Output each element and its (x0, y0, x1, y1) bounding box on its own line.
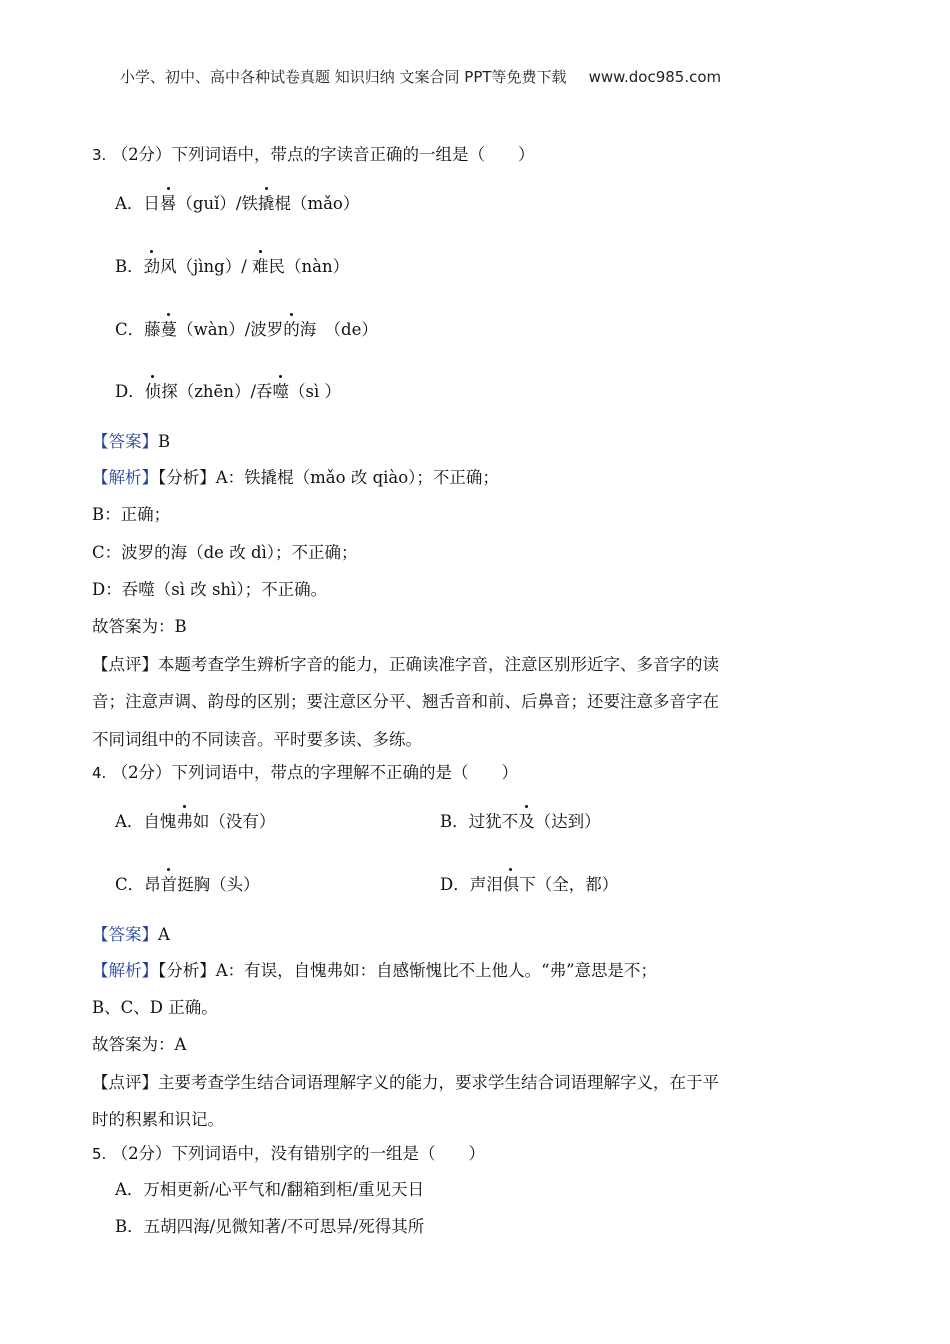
q3-answer: 【答案】B (92, 432, 171, 451)
q3-comment-3: 不同词组中的不同读音。平时要多读、多练。 (92, 730, 422, 749)
q4-analysis-1: 【解析】【分析】A：有误，自愧弗如：自感惭愧比不上他人。“弗”意思是不； (92, 961, 658, 980)
q3-comment-1: 【点评】本题考查学生辨析字音的能力，正确读准字音，注意区别形近字、多音字的读 (92, 655, 719, 674)
q3-option-c: C．藤蔓（wàn）/波罗的海 （de） (115, 318, 378, 342)
q3-option-a: A．日晷（guǐ）/铁撬棍（mǎo） (115, 192, 359, 216)
q3-analysis-1: 【解析】【分析】A：铁撬棍（mǎo 改 qiào）；不正确； (92, 468, 499, 487)
q4-comment-1: 【点评】主要考查学生结合词语理解字义的能力，要求学生结合词语理解字义，在于平 (92, 1073, 719, 1092)
q4-final: 故答案为：A (92, 1035, 187, 1054)
q4-stem: 4. （2分）下列词语中，带点的字理解不正确的是（ ） (92, 763, 519, 782)
q3-analysis-4: D：吞噬（sì 改 shì）；不正确。 (92, 580, 328, 599)
q3-comment-2: 音；注意声调、韵母的区别；要注意区分平、翘舌音和前、后鼻音；还要注意多音字在 (92, 692, 719, 711)
header-site[interactable]: www.doc985.com (588, 68, 722, 86)
q3-stem: 3. （2分）下列词语中，带点的字读音正确的一组是（ ） (92, 145, 535, 164)
q4-option-b: B．过犹不及（达到） (440, 810, 601, 834)
q4-option-d: D．声泪俱下（全，都） (440, 873, 618, 897)
q5-stem: 5. （2分）下列词语中，没有错别字的一组是（ ） (92, 1144, 486, 1163)
q3-option-d: D．侦探（zhēn）/吞噬（sì ） (115, 380, 341, 404)
q4-option-a: A．自愧弗如（没有） (115, 810, 275, 834)
page-header (120, 66, 721, 87)
q4-analysis-2: B、C、D 正确。 (92, 998, 218, 1017)
q5-option-a: A．万相更新/心平气和/翻箱到柜/重见天日 (115, 1180, 425, 1199)
q3-analysis-3: C：波罗的海（de 改 dì）；不正确； (92, 543, 358, 562)
q4-option-c: C．昂首挺胸（头） (115, 873, 260, 897)
q3-final: 故答案为：B (92, 617, 187, 636)
q5-option-b: B．五胡四海/见微知著/不可思异/死得其所 (115, 1217, 425, 1236)
q4-answer: 【答案】A (92, 925, 170, 944)
q3-option-b: B．劲风（jìng）/ 难民（nàn） (115, 255, 349, 279)
q4-comment-2: 时的积累和识记。 (92, 1110, 224, 1129)
header-text: 小学、初中、高中各种试卷真题 知识归纳 文案合同 PPT等免费下载 (120, 68, 567, 86)
q3-analysis-2: B：正确； (92, 505, 171, 524)
